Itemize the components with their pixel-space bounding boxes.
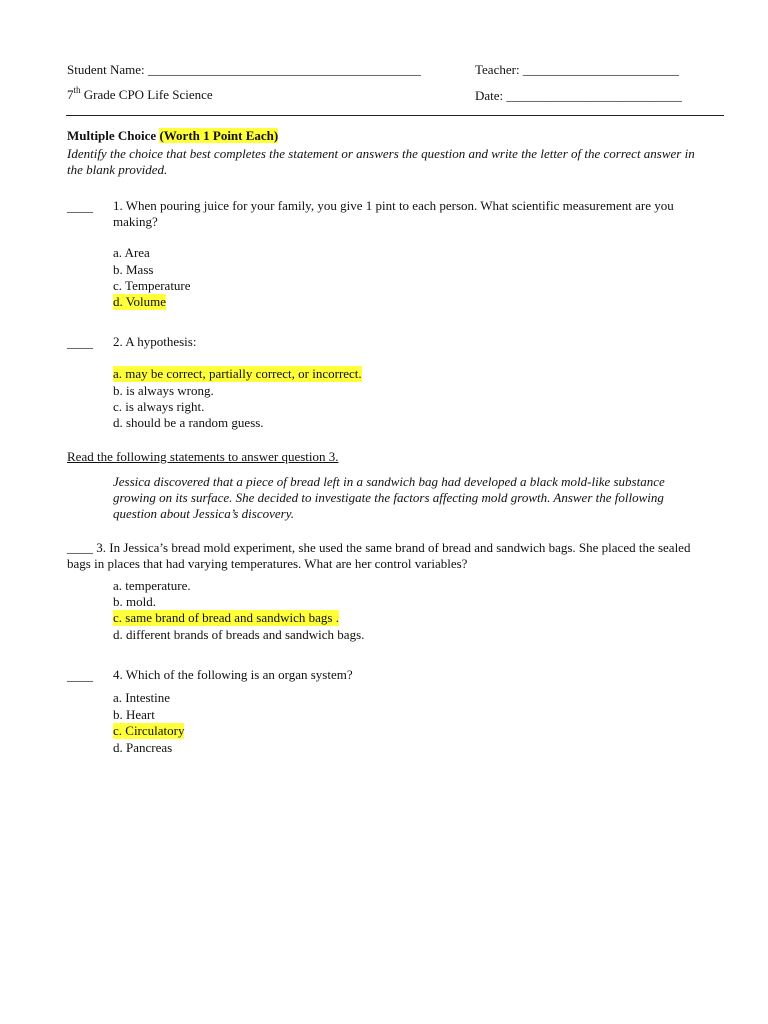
q2-option-d: d. should be a random guess. — [113, 415, 264, 430]
q3-option-b: b. mold. — [113, 594, 156, 609]
answer-blank-q4[interactable]: ____ — [67, 668, 93, 683]
teacher-blank: ________________________ — [522, 62, 679, 77]
q4-option-b: b. Heart — [113, 707, 155, 722]
q3-option-c: c. same brand of bread and sandwich bags . — [113, 610, 339, 625]
student-name-field — [67, 62, 421, 78]
answer-blank-q3[interactable]: ____ — [67, 540, 93, 555]
section-title: Multiple Choice — [67, 128, 157, 143]
student-name-blank: __________________________________________ — [147, 62, 421, 77]
date-label: Date: — [475, 88, 504, 103]
header-divider — [66, 115, 724, 116]
grade-course — [67, 84, 213, 103]
q4-option-a: a. Intestine — [113, 690, 171, 705]
passage-text: Jessica discovered that a piece of bread left in a sandwich bag had developed a black mold-like substance growing on its surface. She decided to investigate the factors affecting mold growth. Answer the following question about Jessica’s discovery. — [113, 474, 665, 521]
student-name-label: Student Name: — [67, 62, 145, 77]
date-blank: ___________________________ — [506, 88, 682, 103]
course-name: Grade CPO Life Science — [80, 87, 213, 102]
q2-option-a: a. may be correct, partially correct, or incorrect. — [113, 366, 362, 381]
section-points: (Worth 1 Point Each) — [159, 128, 279, 143]
question-2-text: 2. A hypothesis: — [113, 334, 197, 349]
q4-option-d: d. Pancreas — [113, 740, 173, 755]
q1-option-d: d. Volume — [113, 294, 166, 309]
q1-option-b: b. Mass — [113, 262, 154, 277]
answer-blank-q2[interactable]: ____ — [67, 335, 93, 350]
teacher-label: Teacher: — [475, 62, 520, 77]
question-3-text: 3. In Jessica’s bread mold experiment, she used the same brand of bread and sandwich bags. She placed the sealed bags in places that had varying temperatures. What are her control variables? — [67, 540, 691, 571]
q3-option-d: d. different brands of breads and sandwich bags. — [113, 627, 365, 642]
grade-number: 7 — [67, 87, 74, 102]
question-1-text: 1. When pouring juice for your family, you give 1 pint to each person. What scientific measurement are you making? — [113, 198, 674, 229]
section-instructions: Identify the choice that best completes the statement or answers the question and write the letter of the correct answer in the blank provided. — [67, 146, 695, 177]
section-header — [67, 128, 278, 144]
q4-option-c: c. Circulatory — [113, 723, 185, 738]
q1-option-a: a. Area — [113, 245, 150, 260]
passage-lead: Read the following statements to answer question 3. — [67, 449, 339, 464]
answer-blank-q1[interactable]: ____ — [67, 199, 93, 214]
question-4-text: 4. Which of the following is an organ system? — [113, 667, 353, 682]
q2-option-c: c. is always right. — [113, 399, 205, 414]
q3-option-a: a. temperature. — [113, 578, 191, 593]
q2-option-b: b. is always wrong. — [113, 383, 214, 398]
date-field — [475, 88, 682, 104]
question-3-block — [67, 540, 703, 572]
teacher-field — [475, 62, 679, 78]
q1-option-c: c. Temperature — [113, 278, 191, 293]
grade-suffix: th — [73, 84, 81, 95]
